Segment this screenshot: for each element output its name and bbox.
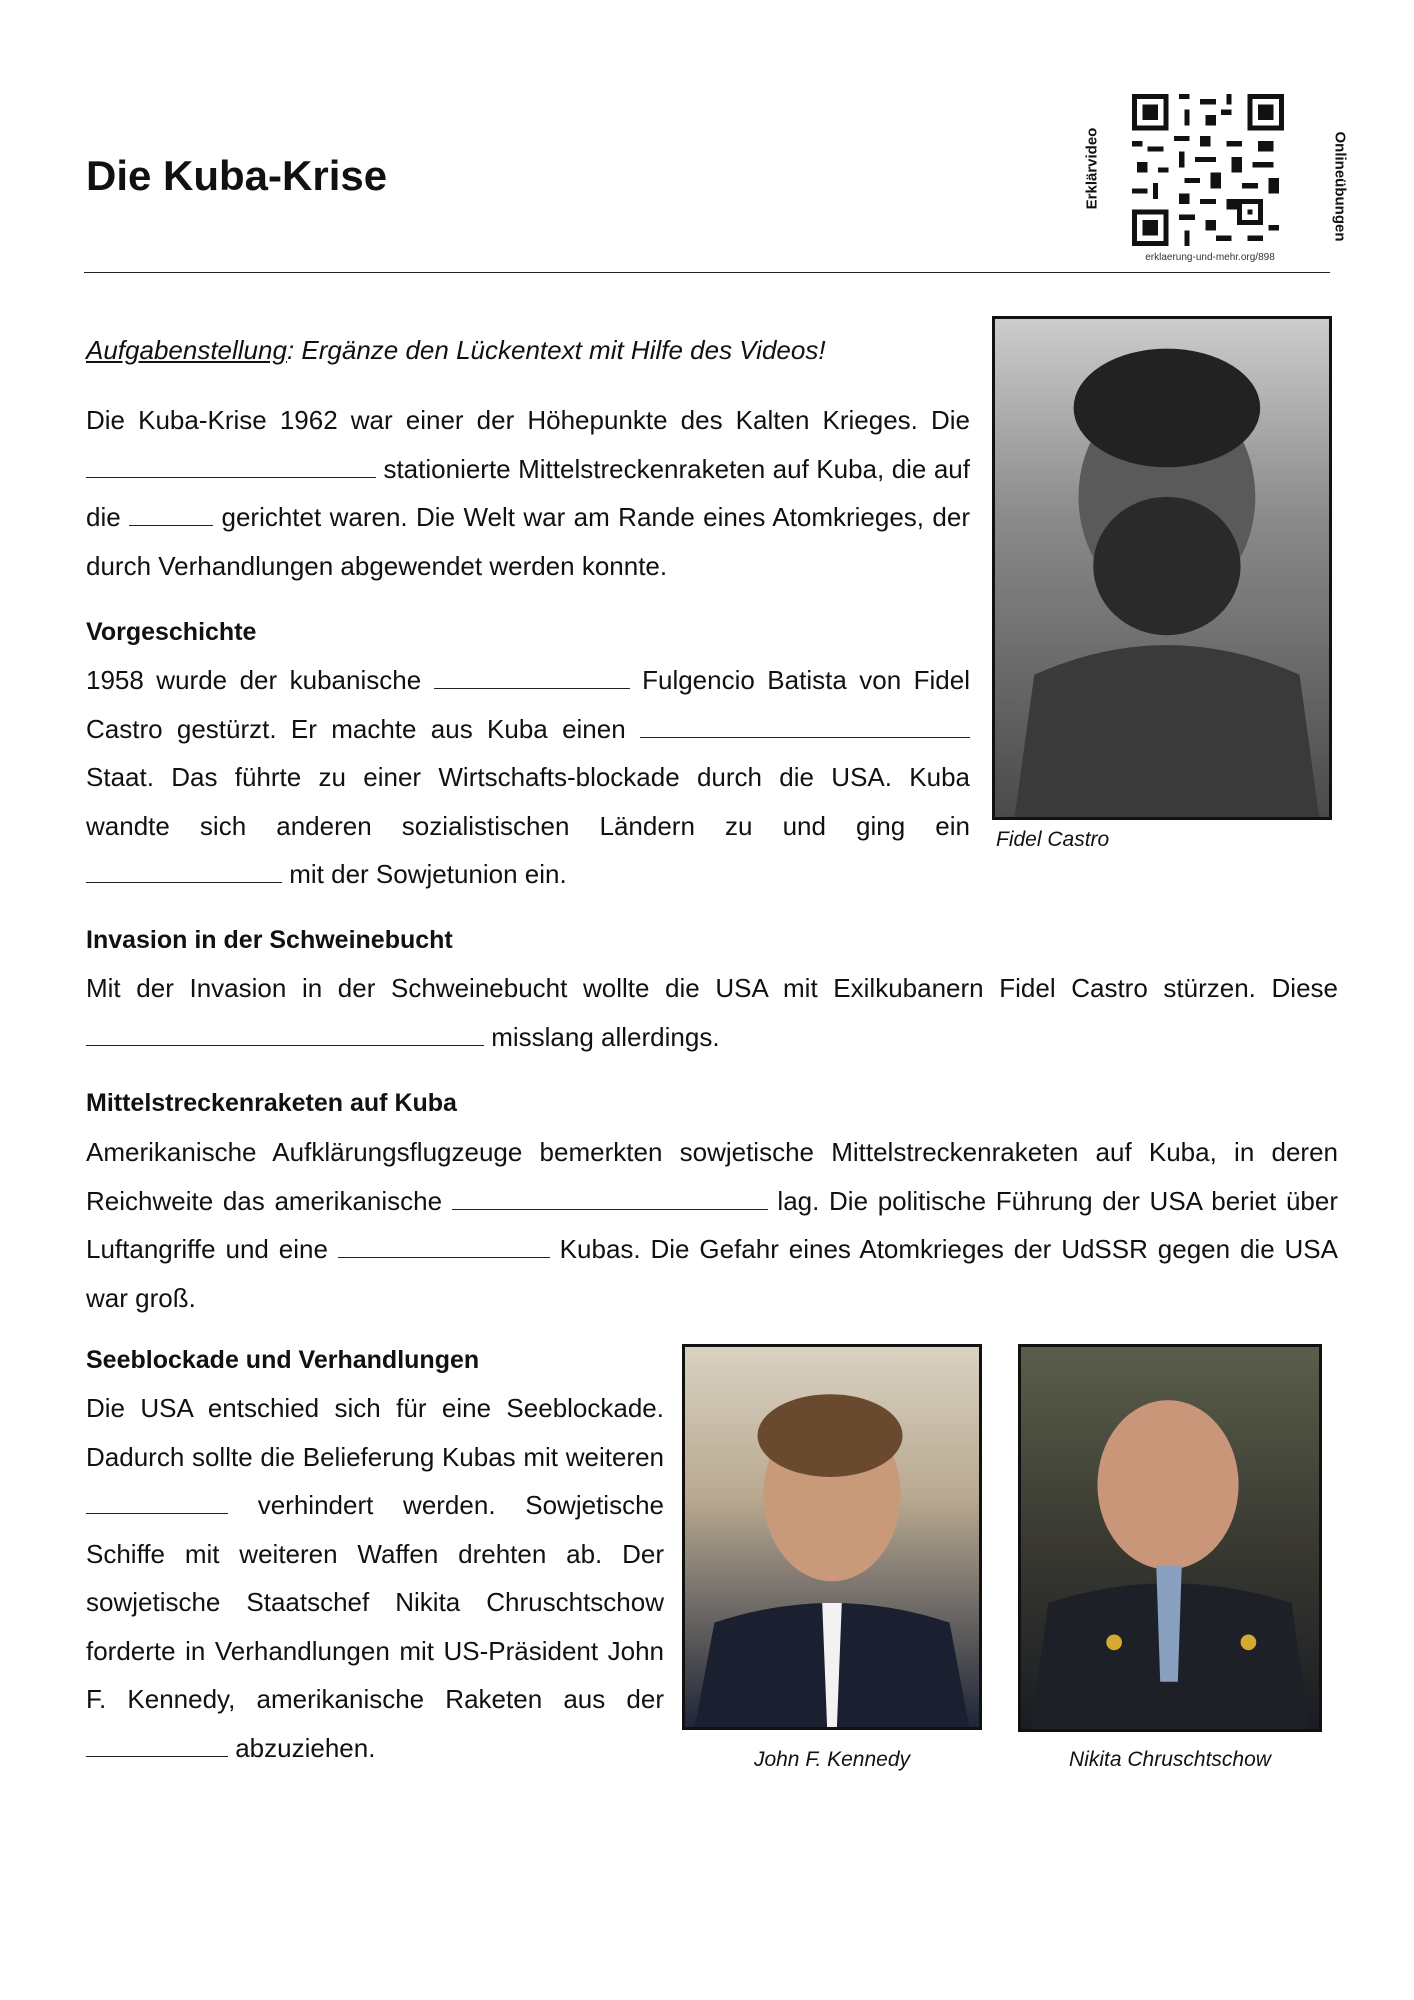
header-divider bbox=[84, 272, 1330, 273]
caption-kennedy: John F. Kennedy bbox=[753, 1748, 911, 1771]
qr-block bbox=[1080, 90, 1349, 270]
raketen-text-3: Kubas. Die Gefahr eines Atomkrieges der UdSSR gegen die USA war groß. bbox=[86, 1234, 1338, 1313]
seeblockade-text-3: abzuziehen. bbox=[228, 1732, 376, 1763]
intro-paragraph bbox=[86, 396, 970, 590]
portrait-silhouette-icon bbox=[1021, 1347, 1319, 1729]
task-instruction bbox=[86, 330, 966, 370]
heading-vorgeschichte: Vorgeschichte bbox=[86, 618, 257, 646]
heading-invasion: Invasion in der Schweinebucht bbox=[86, 926, 453, 954]
gap-blank[interactable] bbox=[86, 1023, 484, 1046]
invasion-text-1: Mit der Invasion in der Schweinebucht wollte die USA mit Exilkubanern Fidel Castro stürzen. Diese bbox=[86, 973, 1338, 1003]
gap-blank[interactable] bbox=[452, 1187, 768, 1210]
seeblockade-text-1: Die USA entschied sich für eine Seeblockade. Dadurch sollte die Belieferung Kubas mit weiteren bbox=[86, 1393, 664, 1472]
gap-blank[interactable] bbox=[86, 1734, 228, 1757]
gap-blank[interactable] bbox=[338, 1235, 550, 1258]
qr-url: erklaerung-und-mehr.org/898 bbox=[1145, 252, 1275, 263]
qr-exercises-label: Onlineübungen bbox=[1331, 131, 1349, 242]
raketen-text-1: Amerikanische Aufklärungsflugzeuge bemerkten sowjetische Mittelstreckenraketen auf Kuba, in deren Reichweite das amerikanische bbox=[86, 1137, 1338, 1216]
heading-seeblockade: Seeblockade und Verhandlungen bbox=[86, 1346, 480, 1374]
qr-video-label: Erklärvideo bbox=[1083, 127, 1101, 210]
gap-blank[interactable] bbox=[86, 860, 282, 883]
heading-raketen: Mittelstreckenraketen auf Kuba bbox=[86, 1089, 457, 1117]
nikita-chruschtschow-photo bbox=[1018, 1344, 1322, 1732]
gap-blank[interactable] bbox=[640, 715, 970, 738]
fidel-castro-photo bbox=[992, 316, 1332, 820]
gap-blank[interactable] bbox=[434, 666, 630, 689]
intro-text-1: Die Kuba-Krise 1962 war einer der Höhepunkte des Kalten Krieges. Die bbox=[86, 405, 970, 435]
john-f-kennedy-photo bbox=[682, 1344, 982, 1730]
seeblockade-text-2: verhindert werden. Sowjetische Schiffe mit weiteren Waffen drehten ab. Der sowjetische Staatschef Nikita Chruschtschow forderte in Verhandlungen mit US-Präsident John F. Kennedy, amerikanische Raketen aus der bbox=[86, 1490, 664, 1714]
task-text: : Ergänze den Lückentext mit Hilfe des Videos! bbox=[286, 335, 826, 365]
vorgeschichte-text-1: 1958 wurde der kubanische bbox=[86, 665, 434, 695]
vorgeschichte-paragraph bbox=[86, 656, 970, 899]
caption-chruschtschow: Nikita Chruschtschow bbox=[1069, 1748, 1271, 1771]
qr-code-icon[interactable] bbox=[1132, 94, 1284, 246]
gap-blank[interactable] bbox=[86, 455, 376, 478]
gap-blank[interactable] bbox=[129, 503, 213, 526]
portrait-silhouette-icon bbox=[995, 319, 1329, 817]
page-title: Die Kuba-Krise bbox=[86, 152, 388, 199]
raketen-text-2: lag. Die politische Führung der USA beriet über Luftangriffe und eine bbox=[86, 1185, 1338, 1264]
intro-text-2: stationierte Mittelstreckenraketen auf Kuba, die auf die bbox=[86, 453, 970, 532]
invasion-text-2: misslang allerdings. bbox=[484, 1021, 720, 1052]
caption-castro: Fidel Castro bbox=[996, 828, 1110, 851]
invasion-paragraph bbox=[86, 964, 1338, 1061]
gap-blank[interactable] bbox=[86, 1491, 228, 1514]
vorgeschichte-text-3: Staat. Das führte zu einer Wirtschafts-blockade durch die USA. Kuba wandte sich anderen sozialistischen Ländern zu und ging ein bbox=[86, 762, 970, 841]
intro-text-3: gerichtet waren. Die Welt war am Rande eines Atomkrieges, der durch Verhandlungen abgewendet werden konnte. bbox=[86, 502, 970, 581]
portrait-silhouette-icon bbox=[685, 1347, 979, 1727]
raketen-paragraph bbox=[86, 1128, 1338, 1322]
task-label: Aufgabenstellung bbox=[86, 335, 287, 365]
vorgeschichte-text-2: Fulgencio Batista von Fidel Castro gestürzt. Er machte aus Kuba einen bbox=[86, 665, 970, 744]
vorgeschichte-text-4: mit der Sowjetunion ein. bbox=[282, 859, 567, 889]
seeblockade-paragraph bbox=[86, 1384, 664, 1772]
